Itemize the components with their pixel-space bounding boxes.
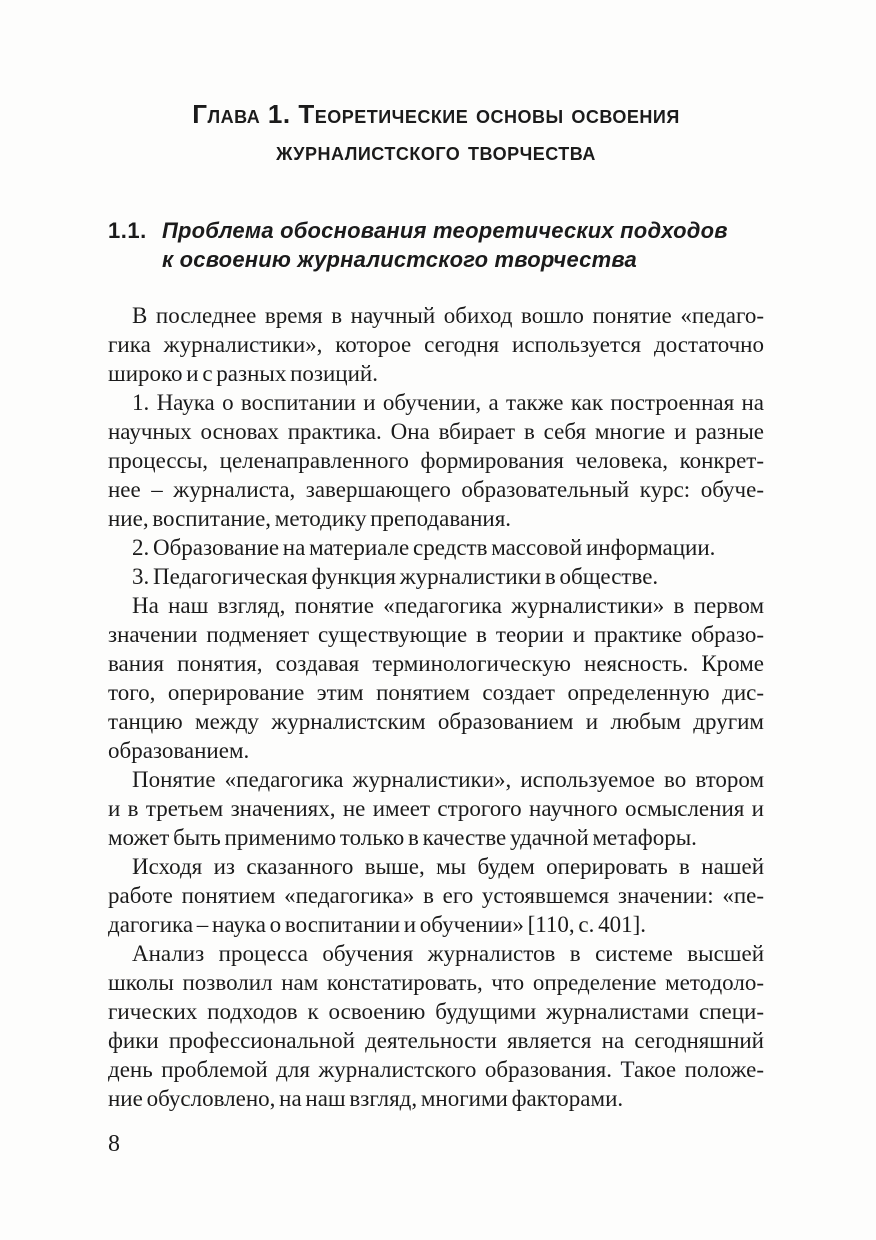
text-line: Понятие «педагогика журналистики», используемое во втором (132, 767, 764, 792)
chapter-heading-line2: журналистского творчества (276, 136, 596, 166)
text-line: В последнее время в научный обиход вошло понятие «педаго- (132, 303, 764, 328)
text-line: значении подменяет существующие в теории и практике образо- (108, 622, 764, 647)
section-heading (108, 216, 764, 274)
text-line: школы позволил нам констатировать, что определение методоло- (108, 970, 764, 995)
text-line: 3. Педагогическая функция журналистики в обществе. (132, 564, 659, 589)
chapter-heading (108, 96, 764, 170)
section-number: 1.1. (108, 218, 147, 243)
section-title (162, 216, 728, 274)
text-line: ние, воспитание, методику преподавания. (108, 506, 512, 531)
text-line: может быть применимо только в качестве удачной метафоры. (108, 825, 697, 850)
paragraph (108, 562, 764, 591)
text-line: широко и с разных позиций. (108, 361, 378, 386)
text-line: вания понятия, создавая терминологическую неясность. Кроме (108, 651, 764, 676)
text-line: гических подходов к освоению будущими журналистами специ- (108, 999, 764, 1024)
text-line: На наш взгляд, понятие «педагогика журналистики» в первом (132, 593, 764, 618)
text-line: процессы, целенаправленного формирования человека, конкрет- (108, 448, 764, 473)
section-title-line1: Проблема обоснования теоретических подходов (162, 218, 728, 243)
text-line: фики профессиональной деятельности является на сегодняшний (108, 1028, 764, 1053)
page-number: 8 (108, 1131, 120, 1157)
text-line: того, оперирование этим понятием создает определенную дис- (108, 680, 764, 705)
text-line: ние обусловлено, на наш взгляд, многими факторами. (108, 1086, 624, 1111)
chapter-heading-line1: Глава 1. Теоретические основы освоения (192, 99, 680, 129)
text-line: Анализ процесса обучения журналистов в системе высшей (132, 941, 764, 966)
text-line: дагогика – наука о воспитании и обучении» [110, с. 401]. (108, 912, 647, 937)
paragraph (108, 301, 764, 388)
text-line: танцию между журналистским образованием и любым другим (108, 709, 764, 734)
text-line: день проблемой для журналистского образования. Такое положе- (108, 1057, 764, 1082)
paragraph (108, 852, 764, 939)
body-paragraphs (108, 301, 764, 1113)
text-line: научных основах практика. Она вбирает в себя многие и разные (108, 419, 764, 444)
section-title-line2: к освоению журналистского творчества (162, 247, 637, 272)
paragraph (108, 765, 764, 852)
paragraph (108, 591, 764, 765)
text-line: работе понятием «педагогика» в его устоявшемся значении: «пе- (108, 883, 764, 908)
text-line: 2. Образование на материале средств массовой информации. (132, 535, 716, 560)
text-line: 1. Наука о воспитании и обучении, а также как построенная на (132, 390, 764, 415)
text-line: образованием. (108, 738, 250, 763)
text-line: и в третьем значениях, не имеет строгого научного осмысления и (108, 796, 764, 821)
paragraph (108, 388, 764, 533)
text-line: нее – журналиста, завершающего образовательный курс: обуче- (108, 477, 764, 502)
text-line: гика журналистики», которое сегодня используется достаточно (108, 332, 764, 357)
paragraph (108, 533, 764, 562)
text-line: Исходя из сказанного выше, мы будем оперировать в нашей (132, 854, 764, 879)
paragraph (108, 939, 764, 1113)
